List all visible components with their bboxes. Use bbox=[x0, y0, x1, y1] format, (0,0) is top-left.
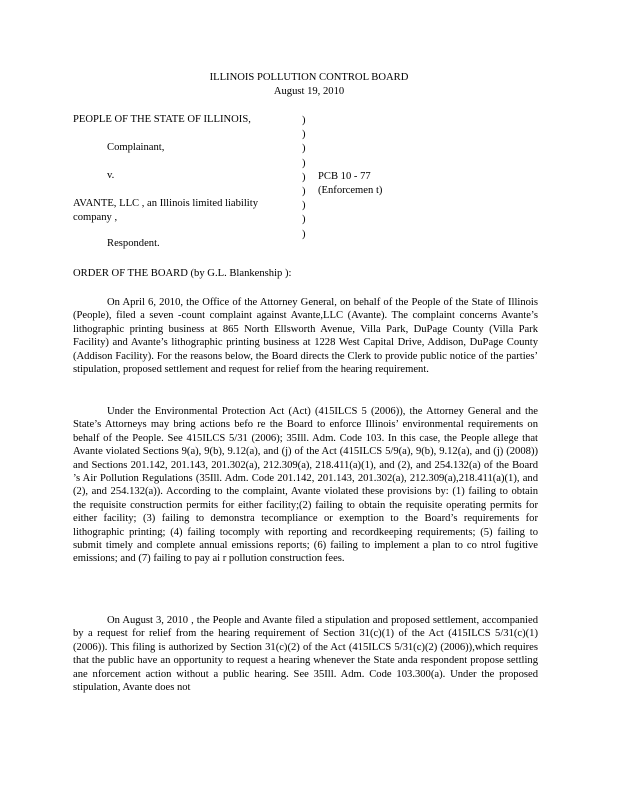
body-paragraph bbox=[73, 405, 538, 566]
paragraph-text: On August 3, 2010 , the People and Avante filed a stipulation and proposed settlement, accompanied by a request for relief from the hearing requirement of Section 31(c)(1) of the Act (415ILCS 5/31(c)(1) (2006)). This filing is authorized by Section 31(c)(2) of the Act (415ILCS 5/31(c)(2) (2006)),which requires that the public have an opportunity to request a hearing whenever the State anda respondent propose settling ane nforcement action without a public hearing. See 35Ill. Adm. Code 103.300(a). Under the proposed stipulation, Avante does not bbox=[73, 615, 538, 694]
case-number: PCB 10 - 77 bbox=[318, 171, 371, 182]
defendant-name-line2: company , bbox=[73, 212, 118, 223]
order-heading: ORDER OF THE BOARD (by G.L. Blankenship ): bbox=[73, 268, 292, 279]
respondent-label: Respondent. bbox=[107, 238, 160, 249]
caption-parenthesis-column bbox=[302, 114, 306, 242]
order-date: August 19, 2010 bbox=[273, 86, 345, 97]
caption-paren: ) bbox=[302, 115, 306, 126]
defendant-name-line1: AVANTE, LLC , an Illinois limited liability bbox=[73, 198, 258, 209]
caption-paren: ) bbox=[302, 171, 306, 183]
body-paragraph bbox=[73, 614, 538, 694]
caption-paren: ) bbox=[302, 186, 306, 198]
paragraph-text: Under the Environmental Protection Act (Act) (415ILCS 5 (2006)), the Attorney General and the State’s Attorneys may bring actions befo re the Board to enforce Illinois’ environmental requirements on behalf of the People. See 415ILCS 5/31 (2006); 35Ill. Adm. Code 103. In this case, the People allege that Avante violated Sections 9(a), 9(b), 9.12(a), and (j) of the Act (415ILCS 5/9(a), 9(b), 9.12(a), and (j) (2008)) and Sections 201.142, 201.143, 201.302(a), 212.309(a), 218.411(a)(1), and (2), and 254.132(a) of the Board ’s Air Pollution Regulations (35Ill. Adm. Code 201.142, 201.143, 201.302(a), 212.309(a),218.411(a)(1), and (2), and 254.132(a)). According to the complaint, Avante violated these provisions by: (1) failing to obtain the requisite construction permits for either facility;(2) failing to obtain the requisite operating permits for either facility; (3) failing to demonstra tecompliance or exemption to the Board’s requirements for lithographic printing; (4) failing tocomply with reporting and recordkeeping requirements; (5) failing to submit timely and complete annual emissions reports; (6) failing to implement a plan to co ntrol fugitive emissions; and (7) failing to pay ai r pollution construction fees. bbox=[73, 406, 538, 565]
caption-paren: ) bbox=[302, 228, 306, 240]
versus-label: v. bbox=[107, 170, 115, 181]
caption-paren: ) bbox=[302, 157, 306, 169]
body-paragraph bbox=[73, 296, 538, 376]
case-number-block bbox=[318, 170, 382, 198]
paragraph-text: On April 6, 2010, the Office of the Attorney General, on behalf of the People of the State of Illinois (People), filed a seven -count complaint against Avante,LLC (Avante). The complaint concerns Avante’s lithographic printing business at 865 North Ellsworth Avenue, Villa Park, DuPage County (Villa Park Facility) and Avante’s lithographic printing business at 1228 West Capital Drive, Addison, DuPage County (Addison Facility). For the reasons below, the Board directs the Clerk to provide public notice of the parties’ stipulation, proposed settlement and request for relief from the hearing requirement. bbox=[73, 297, 538, 376]
case-type: (Enforcemen t) bbox=[318, 185, 383, 196]
caption-paren: ) bbox=[302, 129, 306, 141]
plaintiff-name: PEOPLE OF THE STATE OF ILLINOIS, bbox=[73, 114, 251, 125]
complainant-label: Complainant, bbox=[107, 142, 165, 153]
caption-paren: ) bbox=[302, 214, 306, 226]
board-title: ILLINOIS POLLUTION CONTROL BOARD bbox=[209, 72, 409, 83]
caption-paren: ) bbox=[302, 143, 306, 155]
caption-paren: ) bbox=[302, 200, 306, 212]
